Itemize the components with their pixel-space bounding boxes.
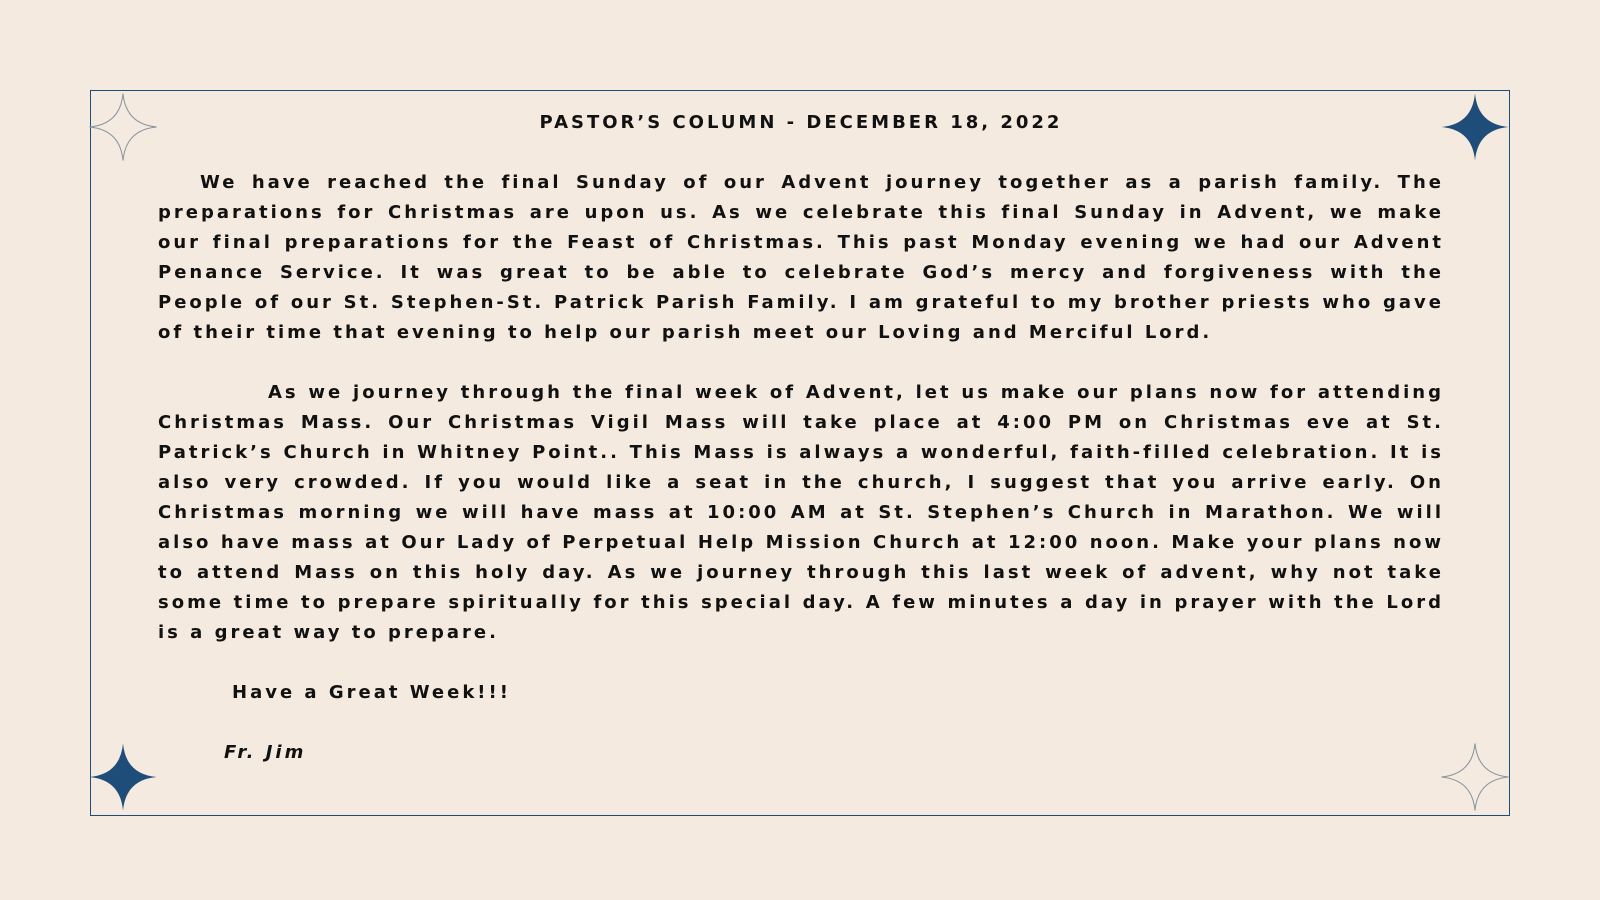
sparkle-outline-icon — [1440, 742, 1510, 812]
column-body — [158, 168, 1444, 768]
sparkle-outline-icon — [88, 92, 158, 162]
paragraph-christmas-mass: As we journey through the final week of Advent, let us make our plans now for attending Christmas Mass. Our Christmas Vigil Mass will take place at 4:00 PM on Christmas eve at St. Patrick’s Church in Whitney Point.. This Mass is always a wonderful, faith-filled celebration. It is also very crowded. If you would like a seat in the church, I suggest that you arrive early. On Christmas morning we will have mass at 10:00 AM at St. Stephen’s Church in Marathon. We will also have mass at Our Lady of Perpetual Help Mission Church at 12:00 noon. Make your plans now to attend Mass on this holy day. As we journey through this last week of advent, why not take some time to prepare spiritually for this special day. A few minutes a day in prayer with the Lord is a great way to prepare. — [158, 382, 1444, 643]
column-title: PASTOR’S COLUMN - DECEMBER 18, 2022 — [539, 112, 1063, 133]
sparkle-filled-icon — [1440, 92, 1510, 162]
paragraph-advent-journey: We have reached the final Sunday of our Advent journey together as a parish family. The preparations for Christmas are upon us. As we celebrate this final Sunday in Advent, we make our final preparations for the Feast of Christmas. This past Monday evening we had our Advent Penance Service. It was great to be able to celebrate God’s mercy and forgiveness with the People of our St. Stephen-St. Patrick Parish Family. I am grateful to my brother priests who gave of their time that evening to help our parish meet our Loving and Merciful Lord. — [158, 172, 1444, 343]
sparkle-filled-icon — [88, 742, 158, 812]
closing-line: Have a Great Week!!! — [232, 682, 511, 703]
signature: Fr. Jim — [224, 742, 307, 763]
